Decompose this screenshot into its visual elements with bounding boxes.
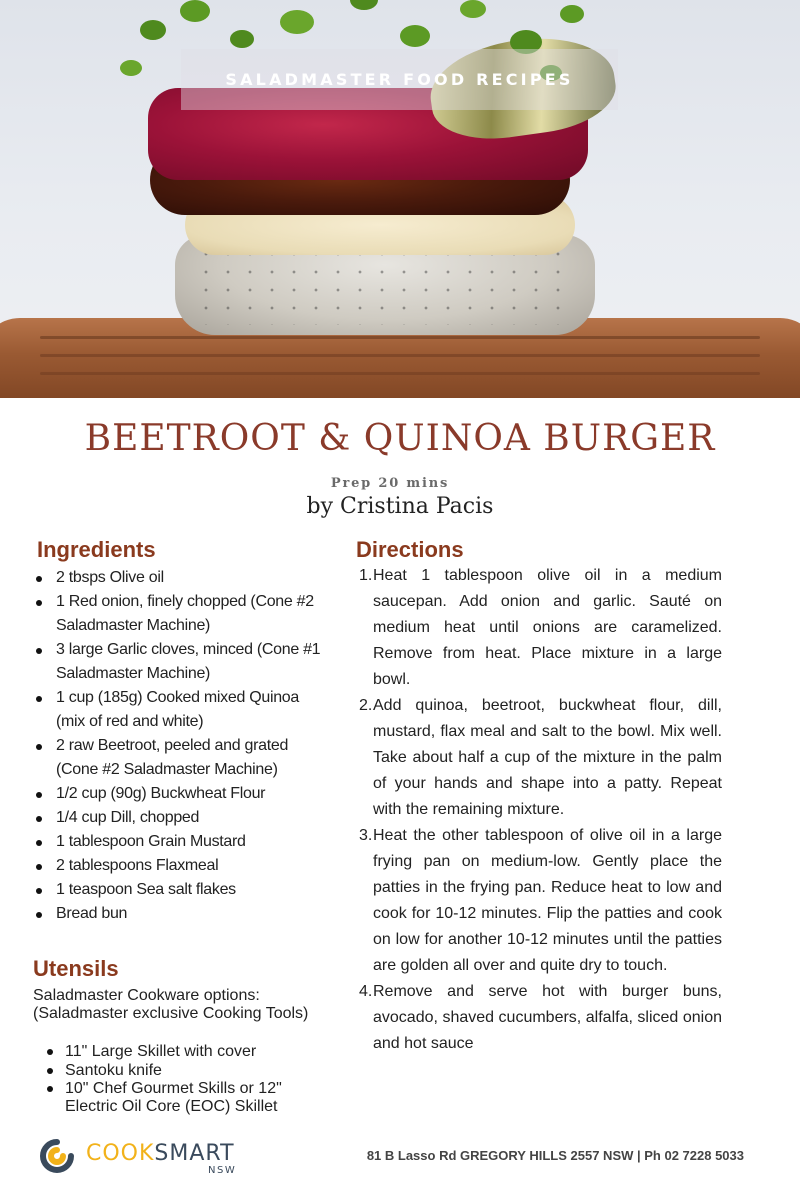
ingredient-item: 1/2 cup (90g) Buckwheat Flour	[35, 782, 325, 806]
ingredient-item: 1 tablespoon Grain Mustard	[35, 830, 325, 854]
ingredient-item: 2 tbsps Olive oil	[35, 566, 325, 590]
utensil-item: 11" Large Skillet with cover	[44, 1043, 334, 1061]
ingredient-item: 1 cup (185g) Cooked mixed Quinoa (mix of red and white)	[35, 686, 325, 734]
direction-step	[356, 693, 722, 823]
direction-step	[356, 979, 722, 1057]
step-text: Heat 1 tablespoon olive oil in a medium saucepan. Add onion and garlic. Sauté on medium heat until onions are caramelized. Remove from heat. Place mixture in a large bowl.	[373, 567, 722, 688]
banner-text: SALADMASTER FOOD RECIPES	[225, 70, 574, 89]
logo-cook-text: COOK	[86, 1141, 155, 1166]
step-text: Remove and serve hot with burger buns, avocado, shaved cucumbers, alfalfa, sliced onion and hot sauce	[373, 983, 722, 1052]
cooksmart-logo-icon	[38, 1139, 76, 1173]
cooksmart-logo	[38, 1137, 268, 1179]
logo-sub-text: NSW	[208, 1165, 237, 1176]
step-text: Heat the other tablespoon of olive oil in a large frying pan on medium-low. Gently place the patties in the frying pan. Reduce heat to low and cook for 10-12 minutes. Flip the patties and cook on low for another 10-12 minutes until the patties are golden all over and quite dry to touch.	[373, 827, 722, 974]
ingredients-heading: Ingredients	[37, 537, 156, 562]
ingredient-item: 3 large Garlic cloves, minced (Cone #1 Saladmaster Machine)	[35, 638, 325, 686]
utensil-item: 10" Chef Gourmet Skills or 12" Electric Oil Core (EOC) Skillet	[44, 1080, 334, 1116]
direction-step	[356, 823, 722, 979]
utensils-list	[44, 1043, 334, 1117]
ingredient-item: 1 Red onion, finely chopped (Cone #2 Saladmaster Machine)	[35, 590, 325, 638]
step-number: 2.	[359, 697, 373, 714]
ingredient-item: 2 raw Beetroot, peeled and grated (Cone #2 Saladmaster Machine)	[35, 734, 325, 782]
hero-burger-photo	[0, 0, 800, 398]
direction-step	[356, 563, 722, 693]
utensil-item: Santoku knife	[44, 1062, 334, 1080]
step-number: 3.	[359, 827, 373, 844]
utensils-intro: Saladmaster Cookware options: (Saladmaster exclusive Cooking Tools)	[33, 987, 309, 1022]
utensils-heading: Utensils	[33, 956, 119, 981]
step-number: 1.	[359, 567, 373, 584]
recipe-author: by Cristina Pacis	[306, 494, 494, 519]
ingredient-item: 1 teaspoon Sea salt flakes	[35, 878, 325, 902]
ingredients-list	[35, 566, 325, 926]
logo-smart-text: SMART	[154, 1141, 235, 1166]
ingredient-item: 2 tablespoons Flaxmeal	[35, 854, 325, 878]
step-text: Add quinoa, beetroot, buckwheat flour, dill, mustard, flax meal and salt to the bowl. Mix well. Take about half a cup of the mixture in the palm of your hands and shape into a patty. Repeat with the remaining mixture.	[373, 697, 722, 818]
directions-heading: Directions	[356, 537, 464, 562]
directions-list	[356, 563, 722, 1057]
recipe-banner	[181, 49, 618, 110]
recipe-title: BEETROOT & QUINOA BURGER	[84, 418, 716, 459]
step-number: 4.	[359, 983, 373, 1000]
footer-address: 81 B Lasso Rd GREGORY HILLS 2557 NSW | Ph 02 7228 5033	[366, 1148, 744, 1163]
logo-wordmark	[86, 1141, 235, 1166]
prep-time: Prep 20 mins	[330, 476, 450, 491]
ingredient-item: 1/4 cup Dill, chopped	[35, 806, 325, 830]
ingredient-item: Bread bun	[35, 902, 325, 926]
